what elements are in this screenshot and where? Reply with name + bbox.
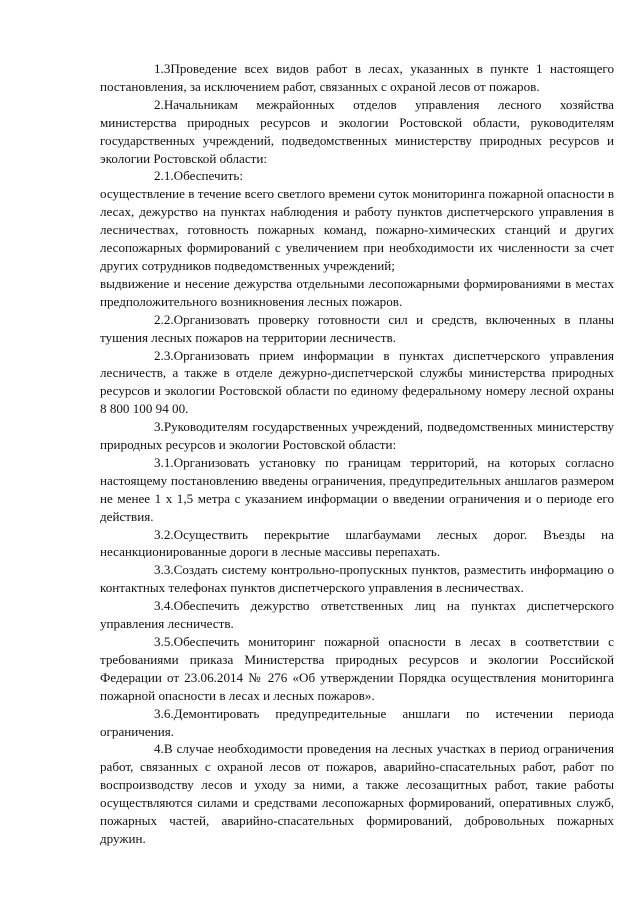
paragraph-3-1: [100, 454, 614, 526]
paragraph-number: 3.6.: [154, 705, 174, 721]
paragraph-text: Руководителям государственных учреждений, подведомственных министерству природных ресурсов и экологии Ростовской области:: [100, 419, 614, 453]
paragraph-number: 1.3: [154, 61, 171, 76]
document-body: [100, 60, 614, 848]
paragraph-number: 4.: [154, 741, 164, 757]
paragraph-number: 3.3.: [154, 562, 174, 578]
paragraph-3-3: [100, 561, 614, 597]
paragraph-2-2: [100, 311, 614, 347]
paragraph-1-3: [100, 60, 614, 96]
paragraph-text: Проведение всех видов работ в лесах, указанных в пункте 1 настоящего постановления, за исключением работ, связанных с охраной лесов от пожаров.: [100, 61, 614, 94]
paragraph-text: Организовать прием информации в пунктах диспетчерского управления лесничеств, а также в отделе дежурно-диспетчерской службы министерства природных ресурсов и экологии Ростовской области по единому федеральному номеру лесной охраны 8 800 100 94 00.: [100, 347, 614, 417]
paragraph-number: 3.5.: [154, 634, 174, 649]
paragraph-3-5: [100, 633, 614, 705]
paragraph-text: Осуществить перекрытие шлагбаумами лесных дорог. Въезды на несанкционированные дороги в лесные массивы перепахать.: [100, 526, 614, 560]
paragraph-3-2: [100, 526, 614, 562]
paragraph-text: В случае необходимости проведения на лесных участках в период ограничения работ, связанных с охраной лесов от пожаров, аварийно-спасательных работ, работ по воспроизводству лесов и уходу за ними, а также лесозащитных работ, такие работы осуществляются силами и средствами лесопожарных формирований, оперативных служб, пожарных частей, аварийно-спасательных формирований, добровольных пожарных дружин.: [100, 741, 614, 846]
paragraph-text: Начальникам межрайонных отделов управления лесного хозяйства министерства природных ресурсов и экологии Ростовской области, руководителям государственных учреждений, подведомственных министерству природных ресурсов и экологии Ростовской области:: [100, 96, 614, 166]
paragraph-number: 2.1.: [154, 168, 174, 184]
paragraph-2-3: [100, 347, 614, 419]
paragraph-text: выдвижение и несение дежурства отдельными лесопожарными формированиями в местах предположительного возникновения лесных пожаров.: [100, 275, 614, 309]
paragraph-text: осуществление в течение всего светлого времени суток мониторинга пожарной опасности в лесах, дежурство на пунктах наблюдения и работу пунктов диспетчерского управления в лесничествах, готовность пожарных команд, пожарно-химических станций и других лесопожарных формирований с увеличением при необходимости их численности за счет других сотрудников подведомственных учреждений;: [100, 186, 614, 273]
paragraph-number: 3.4.: [154, 598, 174, 614]
paragraph-monitoring: [100, 185, 614, 275]
paragraph-number: 3.2.: [154, 526, 174, 542]
paragraph-text: Организовать проверку готовности сил и средств, включенных в планы тушения лесных пожаров на территории лесничеств.: [100, 311, 614, 345]
paragraph-text: Демонтировать предупредительные аншлаги по истечении периода ограничения.: [100, 705, 614, 739]
paragraph-4: [100, 740, 614, 847]
paragraph-number: 2.2.: [154, 311, 174, 327]
paragraph-3-4: [100, 597, 614, 633]
paragraph-text: Обеспечить:: [173, 168, 243, 184]
paragraph-3: [100, 418, 614, 454]
paragraph-3-6: [100, 705, 614, 741]
paragraph-text: Обеспечить дежурство ответственных лиц на пунктах диспетчерского управления лесничеств.: [100, 598, 614, 632]
paragraph-number: 3.: [154, 419, 164, 435]
paragraph-text: Обеспечить мониторинг пожарной опасности в лесах в соответствии с требованиями приказа Министерства природных ресурсов и экологии Российской Федерации от 23.06.2014 № 276 «Об утверждении Порядка осуществления мониторинга пожарной опасности в лесах и лесных пожаров».: [100, 634, 614, 703]
paragraph-2-1: [100, 167, 614, 185]
paragraph-number: 3.1.: [154, 454, 174, 470]
paragraph-2: [100, 96, 614, 168]
paragraph-text: Организовать установку по границам территорий, на которых согласно настоящему постановлению введены ограничения, предупредительных аншлагов размером не менее 1 х 1,5 метра с указанием информации о введении ограничения и о периоде его действия.: [100, 454, 614, 524]
paragraph-number: 2.: [154, 96, 164, 112]
paragraph-text: Создать систему контрольно-пропускных пунктов, разместить информацию о контактных телефонах пунктов диспетчерского управления в лесничествах.: [100, 562, 614, 596]
paragraph-number: 2.3.: [154, 347, 174, 363]
paragraph-deployment: [100, 275, 614, 311]
